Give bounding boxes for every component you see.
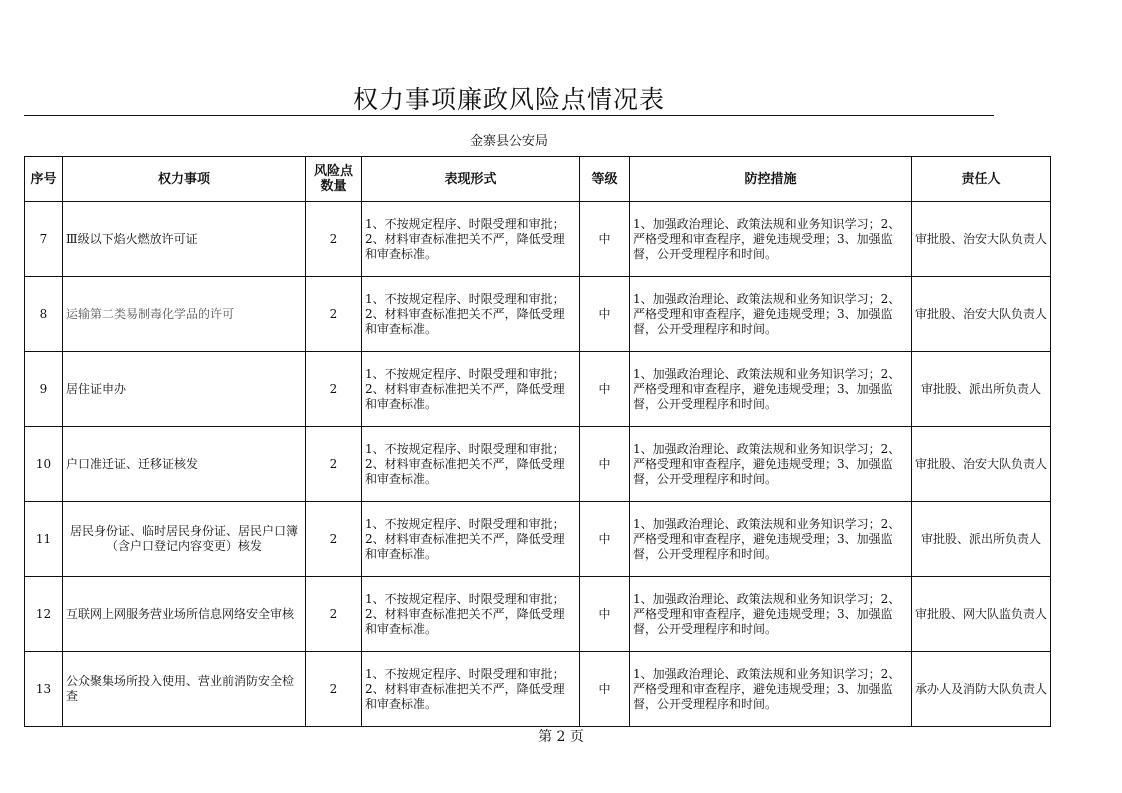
row-form: 1、不按规定程序、时限受理和审批；2、材料审查标准把关不严，降低受理和审查标准。 — [362, 427, 580, 502]
row-measures: 1、加强政治理论、政策法规和业务知识学习；2、严格受理和审查程序，避免违规受理；3、加强监督，公开受理程序和时间。 — [630, 352, 912, 427]
row-form: 1、不按规定程序、时限受理和审批；2、材料审查标准把关不严，降低受理和审查标准。 — [362, 352, 580, 427]
row-risk-count: 2 — [306, 427, 362, 502]
document-subtitle: 金寨县公安局 — [469, 134, 548, 149]
table-row — [25, 352, 1051, 427]
row-no: 12 — [25, 577, 63, 652]
header-owner: 责任人 — [912, 157, 1051, 202]
row-form: 1、不按规定程序、时限受理和审批；2、材料审查标准把关不严，降低受理和审查标准。 — [362, 502, 580, 577]
row-risk-count: 2 — [306, 577, 362, 652]
row-no: 8 — [25, 277, 63, 352]
header-measures: 防控措施 — [630, 157, 912, 202]
table-row — [25, 652, 1051, 727]
row-measures: 1、加强政治理论、政策法规和业务知识学习；2、严格受理和审查程序，避免违规受理；3、加强监督，公开受理程序和时间。 — [630, 427, 912, 502]
row-item: 户口准迁证、迁移证核发 — [63, 427, 306, 502]
row-level: 中 — [580, 577, 630, 652]
row-item: 运输第二类易制毒化学品的许可 — [63, 277, 306, 352]
row-measures: 1、加强政治理论、政策法规和业务知识学习；2、严格受理和审查程序，避免违规受理；3、加强监督，公开受理程序和时间。 — [630, 202, 912, 277]
row-form: 1、不按规定程序、时限受理和审批；2、材料审查标准把关不严，降低受理和审查标准。 — [362, 202, 580, 277]
row-risk-count: 2 — [306, 202, 362, 277]
row-no: 13 — [25, 652, 63, 727]
row-risk-count: 2 — [306, 652, 362, 727]
row-risk-count: 2 — [306, 352, 362, 427]
row-item: 居民身份证、临时居民身份证、居民户口簿（含户口登记内容变更）核发 — [63, 502, 306, 577]
row-owner: 审批股、治安大队负责人 — [912, 277, 1051, 352]
row-no: 10 — [25, 427, 63, 502]
row-no: 11 — [25, 502, 63, 577]
risk-table — [24, 156, 1051, 727]
table-header-row — [25, 157, 1051, 202]
row-level: 中 — [580, 352, 630, 427]
header-risk-count: 风险点数量 — [306, 157, 362, 202]
header-no: 序号 — [25, 157, 63, 202]
row-measures: 1、加强政治理论、政策法规和业务知识学习；2、严格受理和审查程序，避免违规受理；3、加强监督，公开受理程序和时间。 — [630, 502, 912, 577]
row-owner: 审批股、网大队监负责人 — [912, 577, 1051, 652]
row-level: 中 — [580, 202, 630, 277]
table-row — [25, 502, 1051, 577]
row-measures: 1、加强政治理论、政策法规和业务知识学习；2、严格受理和审查程序，避免违规受理；3、加强监督，公开受理程序和时间。 — [630, 277, 912, 352]
header-item: 权力事项 — [63, 157, 306, 202]
row-form: 1、不按规定程序、时限受理和审批；2、材料审查标准把关不严，降低受理和审查标准。 — [362, 577, 580, 652]
row-item: 居住证申办 — [63, 352, 306, 427]
header-level: 等级 — [580, 157, 630, 202]
row-risk-count: 2 — [306, 277, 362, 352]
row-owner: 审批股、治安大队负责人 — [912, 202, 1051, 277]
document-title: 权力事项廉政风险点情况表 — [352, 85, 665, 114]
row-owner: 承办人及消防大队负责人 — [912, 652, 1051, 727]
row-level: 中 — [580, 427, 630, 502]
row-item: 互联网上网服务营业场所信息网络安全审核 — [63, 577, 306, 652]
row-no: 7 — [25, 202, 63, 277]
row-item: 公众聚集场所投入使用、营业前消防安全检查 — [63, 652, 306, 727]
table-row — [25, 277, 1051, 352]
row-form: 1、不按规定程序、时限受理和审批；2、材料审查标准把关不严，降低受理和审查标准。 — [362, 652, 580, 727]
row-owner: 审批股、派出所负责人 — [912, 502, 1051, 577]
row-no: 9 — [25, 352, 63, 427]
row-measures: 1、加强政治理论、政策法规和业务知识学习；2、严格受理和审查程序，避免违规受理；3、加强监督，公开受理程序和时间。 — [630, 577, 912, 652]
page-number: 第 2 页 — [538, 729, 584, 745]
row-level: 中 — [580, 502, 630, 577]
row-level: 中 — [580, 652, 630, 727]
row-measures: 1、加强政治理论、政策法规和业务知识学习；2、严格受理和审查程序，避免违规受理；3、加强监督，公开受理程序和时间。 — [630, 652, 912, 727]
table-row — [25, 577, 1051, 652]
row-level: 中 — [580, 277, 630, 352]
title-underline — [24, 115, 994, 116]
row-form: 1、不按规定程序、时限受理和审批；2、材料审查标准把关不严，降低受理和审查标准。 — [362, 277, 580, 352]
row-risk-count: 2 — [306, 502, 362, 577]
table-row — [25, 202, 1051, 277]
row-owner: 审批股、治安大队负责人 — [912, 427, 1051, 502]
table-row — [25, 427, 1051, 502]
header-form: 表现形式 — [362, 157, 580, 202]
row-item: Ⅲ级以下焰火燃放许可证 — [63, 202, 306, 277]
row-owner: 审批股、派出所负责人 — [912, 352, 1051, 427]
